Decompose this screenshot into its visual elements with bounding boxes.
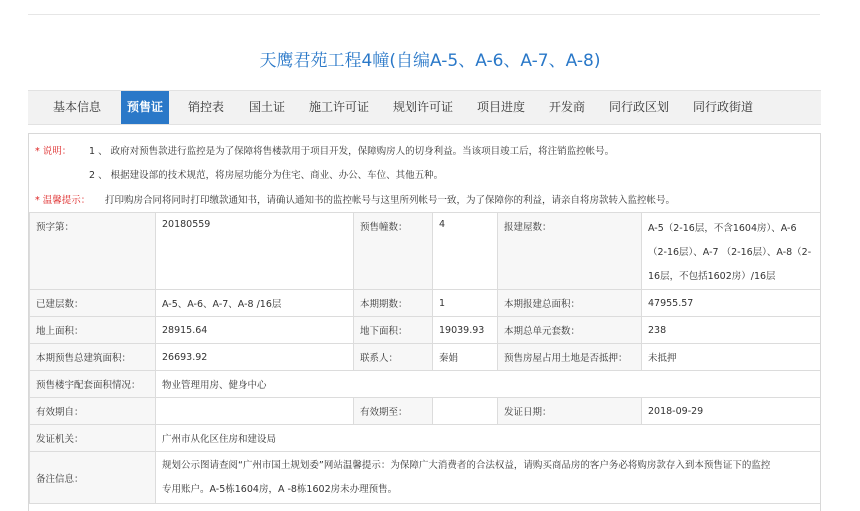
- top-divider: [28, 14, 820, 15]
- unit-count-label: 本期总单元套数：: [498, 317, 642, 344]
- table-row: [30, 213, 821, 290]
- table-row: [30, 290, 821, 317]
- table-row: [30, 371, 821, 398]
- tab-developer[interactable]: 开发商: [548, 100, 585, 114]
- tab-basic-info[interactable]: 基本信息: [52, 100, 101, 114]
- underground-area-label: 地下面积：: [354, 317, 433, 344]
- tab-project-progress[interactable]: 项目进度: [476, 100, 525, 114]
- remarks-value: [156, 452, 821, 504]
- supporting-area-label: 预售楼宇配套面积情况：: [30, 371, 156, 398]
- built-floors-label: 已建层数：: [30, 290, 156, 317]
- permit-number-label: 预字第：: [30, 213, 156, 290]
- tab-same-street[interactable]: 同行政街道: [692, 100, 753, 114]
- reported-floors-value: A-5（2-16层，不含1604房）、A-6（2-16层）、A-7 （2-16层）、A-8（2-16层，不包括1602房）/16层: [642, 213, 821, 290]
- tab-land-certificate[interactable]: 国土证: [248, 100, 285, 114]
- presale-area-label: 本期预售总建筑面积：: [30, 344, 156, 371]
- valid-to-label: 有效期至：: [354, 398, 433, 425]
- valid-to-value: [433, 398, 498, 425]
- total-area-label: 本期报建总面积：: [498, 290, 642, 317]
- total-area-value: 47955.57: [642, 290, 821, 317]
- tab-construction-permit[interactable]: 施工许可证: [308, 100, 369, 114]
- page-title: 天鹰君苑工程4幢(自编A-5、A-6、A-7、A-8): [259, 51, 601, 71]
- issue-date-value: 2018-09-29: [642, 398, 821, 425]
- presale-area-value: 26693.92: [156, 344, 354, 371]
- remarks-line-2: 专用账户。A-5栋1604房，A -8栋1602房未办理预售。: [162, 483, 398, 495]
- presale-buildings-value: 4: [433, 213, 498, 290]
- supporting-area-value: 物业管理用房、健身中心: [156, 371, 821, 398]
- valid-from-label: 有效期自：: [30, 398, 156, 425]
- permit-number-value: 20180559: [156, 213, 354, 290]
- issuing-authority-label: 发证机关：: [30, 425, 156, 452]
- explain-item-2: 2 、 根据建设部的技术规范，将房屋功能分为住宅、商业、办公、车位、其他五种。: [89, 170, 444, 181]
- phase-value: 1: [433, 290, 498, 317]
- underground-area-value: 19039.93: [433, 317, 498, 344]
- tab-planning-permit[interactable]: 规划许可证: [392, 100, 453, 114]
- valid-from-value: [156, 398, 354, 425]
- tip-label: * 温馨提示：: [35, 195, 91, 206]
- explain-item-1: 1 、 政府对预售款进行监控是为了保障将售楼款用于项目开发，保障购房人的切身利益。当该项目竣工后，将注销监控帐号。: [89, 146, 615, 157]
- tab-presale-permit[interactable]: 预售证: [121, 91, 169, 124]
- tab-bar: [28, 90, 821, 125]
- issuing-authority-value: 广州市从化区住房和建设局: [156, 425, 821, 452]
- unit-count-value: 238: [642, 317, 821, 344]
- mortgage-label: 预售房屋占用土地是否抵押：: [498, 344, 642, 371]
- presale-permit-panel: [28, 133, 821, 511]
- issue-date-label: 发证日期：: [498, 398, 642, 425]
- table-row: [30, 452, 821, 504]
- remarks-line-1: 规划公示图请查阅“广州市国土规划委”网站温馨提示：为保障广大消费者的合法权益，请购买商品房的客户务必将购房款存入到本预售证下的监控: [162, 459, 771, 471]
- contact-label: 联系人：: [354, 344, 433, 371]
- contact-value: 秦娟: [433, 344, 498, 371]
- table-row: [30, 425, 821, 452]
- table-row: [30, 317, 821, 344]
- explain-label: * 说明：: [35, 146, 72, 157]
- above-ground-area-value: 28915.64: [156, 317, 354, 344]
- built-floors-value: A-5、A-6、A-7、A-8 /16层: [156, 290, 354, 317]
- remarks-label: 备注信息：: [30, 452, 156, 504]
- table-row: [30, 398, 821, 425]
- presale-buildings-label: 预售幢数：: [354, 213, 433, 290]
- tab-sales-control[interactable]: 销控表: [187, 100, 224, 114]
- above-ground-area-label: 地上面积：: [30, 317, 156, 344]
- reported-floors-label: 报建屋数：: [498, 213, 642, 290]
- notes-section: [29, 134, 820, 214]
- permit-info-table: [29, 212, 821, 504]
- tab-same-district[interactable]: 同行政区划: [608, 100, 669, 114]
- phase-label: 本期期数：: [354, 290, 433, 317]
- tip-text: 打印购房合同将同时打印缴款通知书，请确认通知书的监控帐号与这里所列帐号一致，为了保障你的利益，请亲自将房款转入监控帐号。: [105, 195, 676, 206]
- mortgage-value: 未抵押: [642, 344, 821, 371]
- table-row: [30, 344, 821, 371]
